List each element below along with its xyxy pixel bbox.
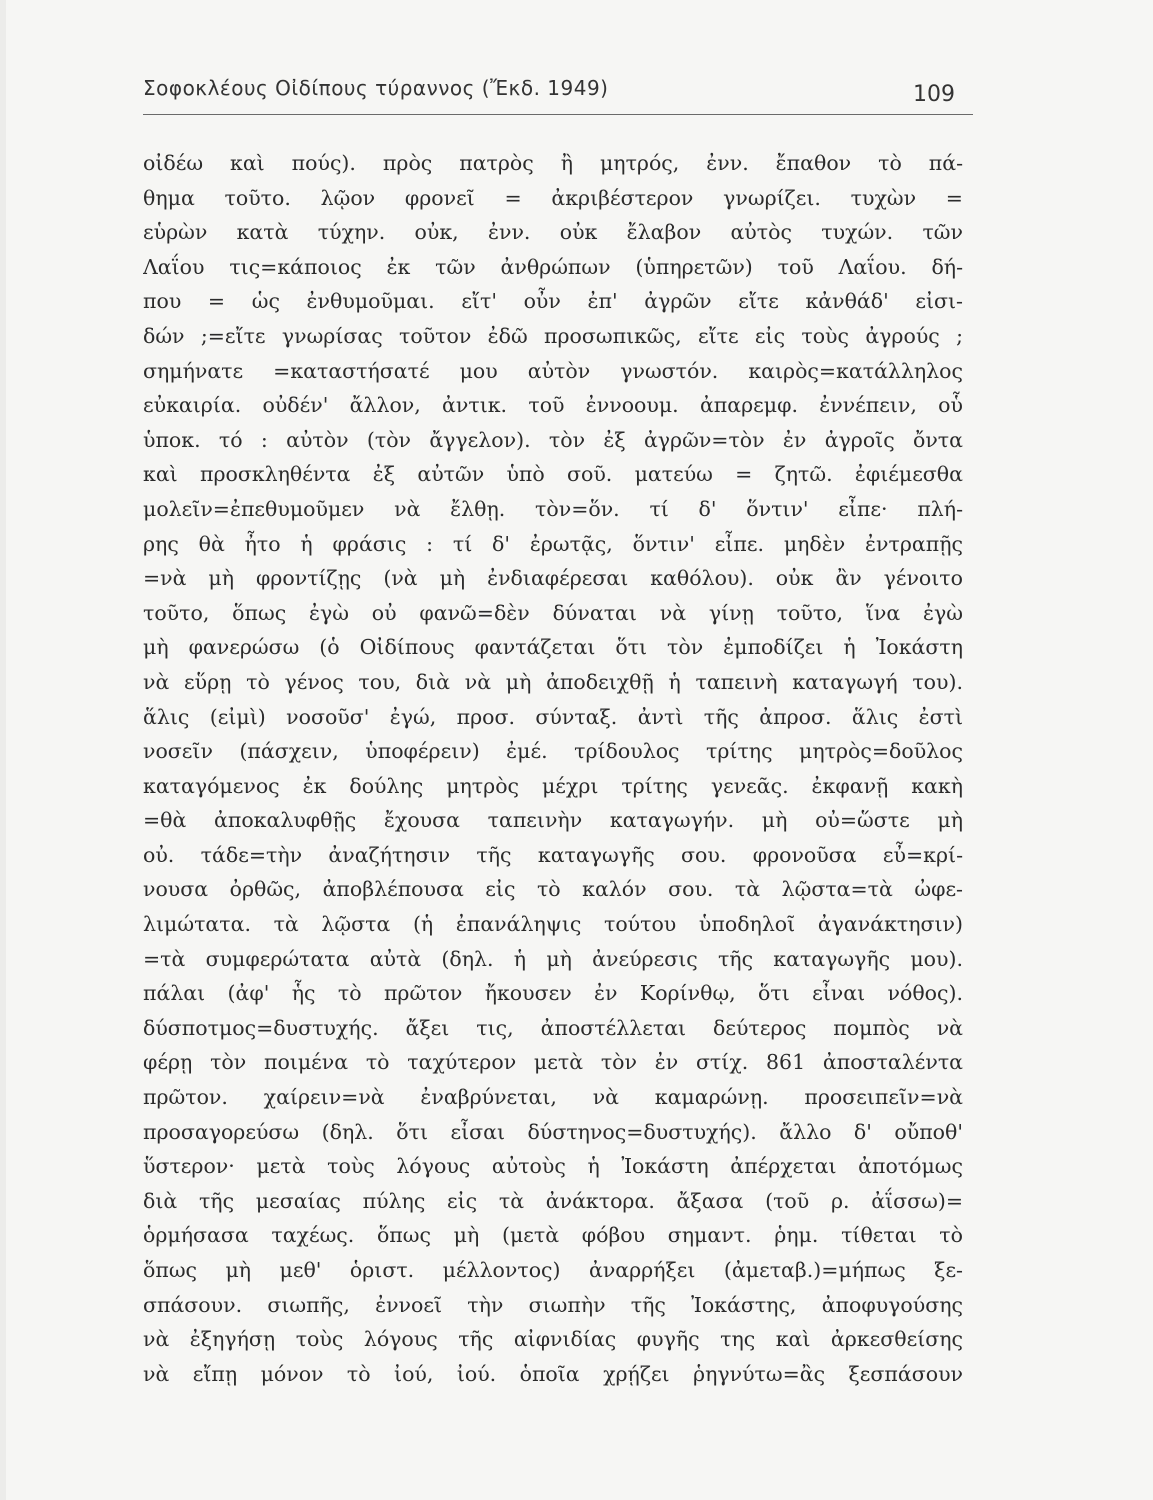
running-head: Σοφοκλέους Οἰδίπους τύραννος (Ἔκδ. 1949) bbox=[143, 76, 609, 100]
text-line-15: μὴ φανερώσω (ὁ Οἰδίπους φαντάζεται ὅτι τὸν ἐμποδίζει ἡ Ἰοκάστη bbox=[143, 635, 963, 660]
text-line-14: τοῦτο, ὅπως ἐγὼ οὐ φανῶ=δὲν δύναται νὰ γίνῃ τοῦτο, ἵνα ἐγὼ bbox=[143, 600, 963, 625]
text-line-3: εὑρὼν κατὰ τύχην. οὐκ, ἐνν. οὐκ ἔλαβον αὐτὸς τυχών. τῶν bbox=[143, 220, 963, 245]
text-line-18: νοσεῖν (πάσχειν, ὑποφέρειν) ἐμέ. τρίδουλος τρίτης μητρὸς=δοῦλος bbox=[143, 739, 963, 764]
text-line-23: λιμώτατα. τὰ λῷστα (ἡ ἐπανάληψις τούτου ὑποδηλοῖ ἀγανάκτησιν) bbox=[143, 912, 963, 937]
text-line-29: προσαγορεύσω (δηλ. ὅτι εἶσαι δύστηνος=δυστυχής). ἄλλο δ' οὔποθ' bbox=[143, 1119, 963, 1144]
text-line-22: νουσα ὀρθῶς, ἀποβλέπουσα εἰς τὸ καλόν σου. τὰ λῷστα=τὰ ὠφε- bbox=[143, 877, 963, 902]
text-line-32: ὁρμήσασα ταχέως. ὅπως μὴ (μετὰ φόβου σημαντ. ῥημ. τίθεται τὸ bbox=[143, 1223, 963, 1248]
text-line-21: οὐ. τάδε=τὴν ἀναζήτησιν τῆς καταγωγῆς σου. φρονοῦσα εὖ=κρί- bbox=[143, 842, 963, 867]
text-line-1: οἰδέω καὶ πούς). πρὸς πατρὸς ἢ μητρός, ἐνν. ἔπαθον τὸ πά- bbox=[143, 151, 963, 175]
text-line-36: νὰ εἴπῃ μόνον τὸ ἰού, ἰού. ὁποῖα χρῄζει ῥηγνύτω=ἂς ξεσπάσουν bbox=[143, 1361, 963, 1386]
page-number: 109 bbox=[913, 82, 955, 107]
text-line-25: πάλαι (ἀφ' ἧς τὸ πρῶτον ἤκουσεν ἐν Κορίνθῳ, ὅτι εἶναι νόθος). bbox=[143, 981, 963, 1006]
text-line-9: ὑποκ. τό : αὐτὸν (τὸν ἄγγελον). τὸν ἐξ ἀγρῶν=τὸν ἐν ἀγροῖς ὄντα bbox=[143, 427, 963, 452]
text-line-4: Λαΐου τις=κάποιος ἐκ τῶν ἀνθρώπων (ὑπηρετῶν) τοῦ Λαΐου. δή- bbox=[143, 254, 963, 279]
text-line-20: =θὰ ἀποκαλυφθῇς ἔχουσα ταπεινὴν καταγωγήν. μὴ οὐ=ὥστε μὴ bbox=[143, 808, 963, 833]
text-line-11: μολεῖν=ἐπεθυμοῦμεν νὰ ἔλθῃ. τὸν=ὅν. τί δ' ὅντιν' εἶπε· πλή- bbox=[143, 496, 963, 521]
text-line-2: θημα τοῦτο. λῷον φρονεῖ = ἀκριβέστερον γνωρίζει. τυχὼν = bbox=[143, 185, 963, 210]
text-line-26: δύσποτμος=δυστυχής. ἄξει τις, ἀποστέλλεται δεύτερος πομπὸς νὰ bbox=[143, 1015, 963, 1040]
text-line-33: ὅπως μὴ μεθ' ὁριστ. μέλλοντος) ἀναρρήξει (ἀμεταβ.)=μήπως ξε- bbox=[143, 1258, 963, 1282]
header-rule bbox=[143, 114, 973, 115]
text-line-7: σημήνατε =καταστήσατέ μου αὐτὸν γνωστόν. καιρὸς=κατάλληλος bbox=[143, 358, 963, 383]
text-line-6: δών ;=εἴτε γνωρίσας τοῦτον ἐδῶ προσωπικῶς, εἴτε εἰς τοὺς ἀγρούς ; bbox=[143, 323, 963, 348]
text-line-10: καὶ προσκληθέντα ἐξ αὐτῶν ὑπὸ σοῦ. ματεύω = ζητῶ. ἐφιέμεσθα bbox=[143, 462, 963, 487]
scan-edge bbox=[0, 0, 6, 1500]
text-line-35: νὰ ἐξηγήσῃ τοὺς λόγους τῆς αἰφνιδίας φυγῆς της καὶ ἀρκεσθείσης bbox=[143, 1327, 963, 1352]
text-line-8: εὐκαιρία. οὐδέν' ἄλλον, ἀντικ. τοῦ ἐννοουμ. ἀπαρεμφ. ἐννέπειν, οὗ bbox=[143, 393, 963, 418]
page-header bbox=[143, 72, 963, 112]
text-line-16: νὰ εὕρῃ τὸ γένος του, διὰ νὰ μὴ ἀποδειχθῇ ἡ ταπεινὴ καταγωγή του). bbox=[143, 669, 963, 694]
text-line-5: που = ὡς ἐνθυμοῦμαι. εἴτ' οὖν ἐπ' ἀγρῶν εἴτε κἀνθάδ' εἰσι- bbox=[143, 289, 963, 314]
commentary-text bbox=[143, 146, 963, 1391]
text-line-30: ὕστερον· μετὰ τοὺς λόγους αὐτοὺς ἡ Ἰοκάστη ἀπέρχεται ἀποτόμως bbox=[143, 1154, 963, 1179]
text-line-34: σπάσουν. σιωπῆς, ἐννοεῖ τὴν σιωπὴν τῆς Ἰοκάστης, ἀποφυγούσης bbox=[143, 1292, 963, 1317]
text-line-24: =τὰ συμφερώτατα αὐτὰ (δηλ. ἡ μὴ ἀνεύρεσις τῆς καταγωγῆς μου). bbox=[143, 946, 963, 971]
text-line-31: διὰ τῆς μεσαίας πύλης εἰς τὰ ἀνάκτορα. ἄξασα (τοῦ ρ. ἀΐσσω)= bbox=[143, 1188, 963, 1213]
text-line-19: καταγόμενος ἐκ δούλης μητρὸς μέχρι τρίτης γενεᾶς. ἐκφανῇ κακὴ bbox=[143, 773, 963, 798]
text-line-27: φέρῃ τὸν ποιμένα τὸ ταχύτερον μετὰ τὸν ἐν στίχ. 861 ἀποσταλέντα bbox=[143, 1050, 963, 1075]
text-line-12: ρης θὰ ἦτο ἡ φράσις : τί δ' ἐρωτᾷς, ὅντιν' εἶπε. μηδὲν ἐντραπῇς bbox=[143, 531, 963, 556]
text-line-28: πρῶτον. χαίρειν=νὰ ἐναβρύνεται, νὰ καμαρώνῃ. προσειπεῖν=νὰ bbox=[143, 1085, 963, 1110]
text-line-17: ἅλις (εἰμὶ) νοσοῦσ' ἐγώ, προσ. σύνταξ. ἀντὶ τῆς ἀπροσ. ἅλις ἐστὶ bbox=[143, 704, 963, 729]
text-line-13: =νὰ μὴ φροντίζῃς (νὰ μὴ ἐνδιαφέρεσαι καθόλου). οὐκ ἂν γένοιτο bbox=[143, 566, 963, 591]
